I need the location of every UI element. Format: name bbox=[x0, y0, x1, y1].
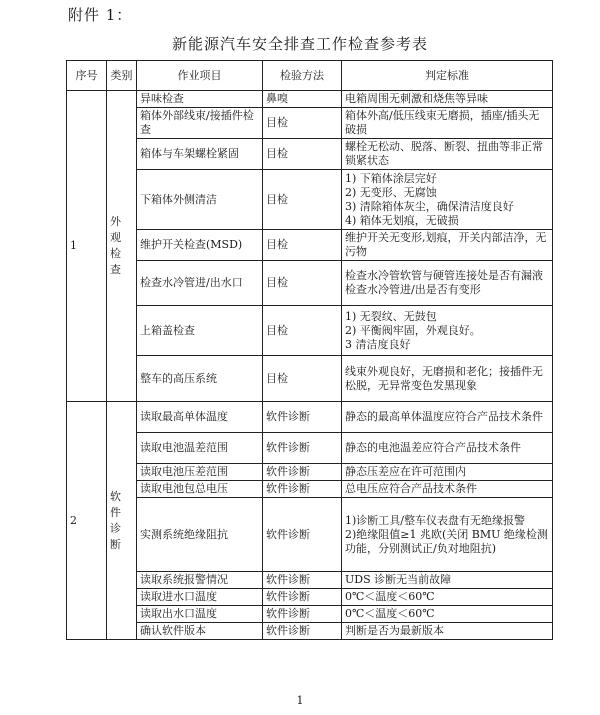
table-row bbox=[67, 589, 553, 606]
cell-standard: 1) 无裂纹、无鼓包 2) 平衡阀牢固，外观良好。 3 清洁度良好 bbox=[342, 306, 553, 356]
cell-standard: 1)诊断工具/整车仪表盘有无绝缘报警 2)绝缘阻值≥1 兆欧(关闭 BMU 绝缘检测功能，分别测试正/负对地阻抗) bbox=[342, 498, 553, 572]
table-row bbox=[67, 572, 553, 589]
table-row bbox=[67, 606, 553, 623]
cell-method: 目检 bbox=[263, 356, 342, 402]
cell-method: 软件诊断 bbox=[263, 589, 342, 606]
table-row bbox=[67, 306, 553, 356]
cell-standard: 判断是否为最新版本 bbox=[342, 623, 553, 640]
cell-method: 软件诊断 bbox=[263, 433, 342, 464]
cell-standard: 电箱周围无刺激和烧焦等异味 bbox=[342, 91, 553, 108]
inspection-table bbox=[66, 60, 553, 640]
cell-method: 软件诊断 bbox=[263, 572, 342, 589]
table-row bbox=[67, 498, 553, 572]
table-row bbox=[67, 170, 553, 230]
header-seq: 序号 bbox=[67, 61, 107, 91]
attachment-label: 附件 1： bbox=[68, 6, 133, 24]
table-row bbox=[67, 623, 553, 640]
table-header-row bbox=[67, 61, 553, 91]
header-category: 类别 bbox=[107, 61, 137, 91]
header-method: 检验方法 bbox=[263, 61, 342, 91]
cell-method: 目检 bbox=[263, 139, 342, 170]
group-category bbox=[107, 402, 137, 640]
page-title: 新能源汽车安全排查工作检查参考表 bbox=[171, 35, 428, 53]
cell-item: 维护开关检查(MSD) bbox=[137, 230, 263, 261]
cell-standard: 静态的最高单体温度应符合产品技术条件 bbox=[342, 402, 553, 433]
cell-standard: 维护开关无变形,划痕，开关内部洁净，无污物 bbox=[342, 230, 553, 261]
cell-standard: 0℃＜温度＜60℃ bbox=[342, 606, 553, 623]
cell-item: 确认软件版本 bbox=[137, 623, 263, 640]
table-row bbox=[67, 481, 553, 498]
cell-standard: 0℃＜温度＜60℃ bbox=[342, 589, 553, 606]
cell-standard: 箱体外高/低压线束无磨损，插座/插头无破损 bbox=[342, 108, 553, 139]
cell-standard: 线束外观良好，无磨损和老化；接插件无松脱，无异常变色发黑现象 bbox=[342, 356, 553, 402]
table-row bbox=[67, 91, 553, 108]
cell-standard: 螺栓无松动、脱落、断裂、扭曲等非正常锁紧状态 bbox=[342, 139, 553, 170]
cell-method: 目检 bbox=[263, 261, 342, 306]
table-row bbox=[67, 464, 553, 481]
cell-item: 箱体与车架螺栓紧固 bbox=[137, 139, 263, 170]
group-seq: 1 bbox=[67, 91, 107, 402]
cell-item: 实测系统绝缘阻抗 bbox=[137, 498, 263, 572]
table-row bbox=[67, 230, 553, 261]
cell-item: 读取系统报警情况 bbox=[137, 572, 263, 589]
cell-item: 读取进水口温度 bbox=[137, 589, 263, 606]
table-row bbox=[67, 261, 553, 306]
cell-item: 整车的高压系统 bbox=[137, 356, 263, 402]
table-row bbox=[67, 433, 553, 464]
cell-method: 目检 bbox=[263, 108, 342, 139]
cell-standard: 检查水冷管软管与硬管连接处是否有漏液 检查水冷管进/出是否有变形 bbox=[342, 261, 553, 306]
cell-method: 目检 bbox=[263, 230, 342, 261]
header-item: 作业项目 bbox=[137, 61, 263, 91]
table-row bbox=[67, 356, 553, 402]
group-category-label: 外观检查 bbox=[110, 215, 121, 276]
cell-item: 读取电池包总电压 bbox=[137, 481, 263, 498]
cell-item: 检查水冷管进/出水口 bbox=[137, 261, 263, 306]
cell-standard: 1) 下箱体涂层完好 2) 无变形、无腐蚀 3) 清除箱体灰尘，确保清洁度良好 4) 箱体无划痕，无破损 bbox=[342, 170, 553, 230]
cell-method: 目检 bbox=[263, 306, 342, 356]
cell-method: 软件诊断 bbox=[263, 606, 342, 623]
table-row bbox=[67, 139, 553, 170]
cell-standard: UDS 诊断无当前故障 bbox=[342, 572, 553, 589]
cell-item: 读取电池压差范围 bbox=[137, 464, 263, 481]
cell-item: 箱体外部线束/接插件检查 bbox=[137, 108, 263, 139]
cell-method: 目检 bbox=[263, 170, 342, 230]
table-body bbox=[67, 91, 553, 640]
table-row bbox=[67, 402, 553, 433]
cell-method: 软件诊断 bbox=[263, 623, 342, 640]
group-category-label: 软件诊断 bbox=[110, 489, 121, 551]
cell-item: 下箱体外侧清洁 bbox=[137, 170, 263, 230]
cell-method: 鼻嗅 bbox=[263, 91, 342, 108]
page-number: 1 bbox=[296, 694, 304, 707]
cell-standard: 总电压应符合产品技术条件 bbox=[342, 481, 553, 498]
cell-item: 上箱盖检查 bbox=[137, 306, 263, 356]
cell-item: 读取出水口温度 bbox=[137, 606, 263, 623]
cell-method: 软件诊断 bbox=[263, 481, 342, 498]
cell-item: 读取最高单体温度 bbox=[137, 402, 263, 433]
cell-item: 读取电池温差范围 bbox=[137, 433, 263, 464]
cell-item: 异味检查 bbox=[137, 91, 263, 108]
header-standard: 判定标准 bbox=[342, 61, 553, 91]
cell-standard: 静态的电池温差应符合产品技术条件 bbox=[342, 433, 553, 464]
cell-method: 软件诊断 bbox=[263, 498, 342, 572]
cell-method: 软件诊断 bbox=[263, 464, 342, 481]
table-row bbox=[67, 108, 553, 139]
group-seq: 2 bbox=[67, 402, 107, 640]
cell-standard: 静态压差应在许可范围内 bbox=[342, 464, 553, 481]
group-category bbox=[107, 91, 137, 402]
cell-method: 软件诊断 bbox=[263, 402, 342, 433]
